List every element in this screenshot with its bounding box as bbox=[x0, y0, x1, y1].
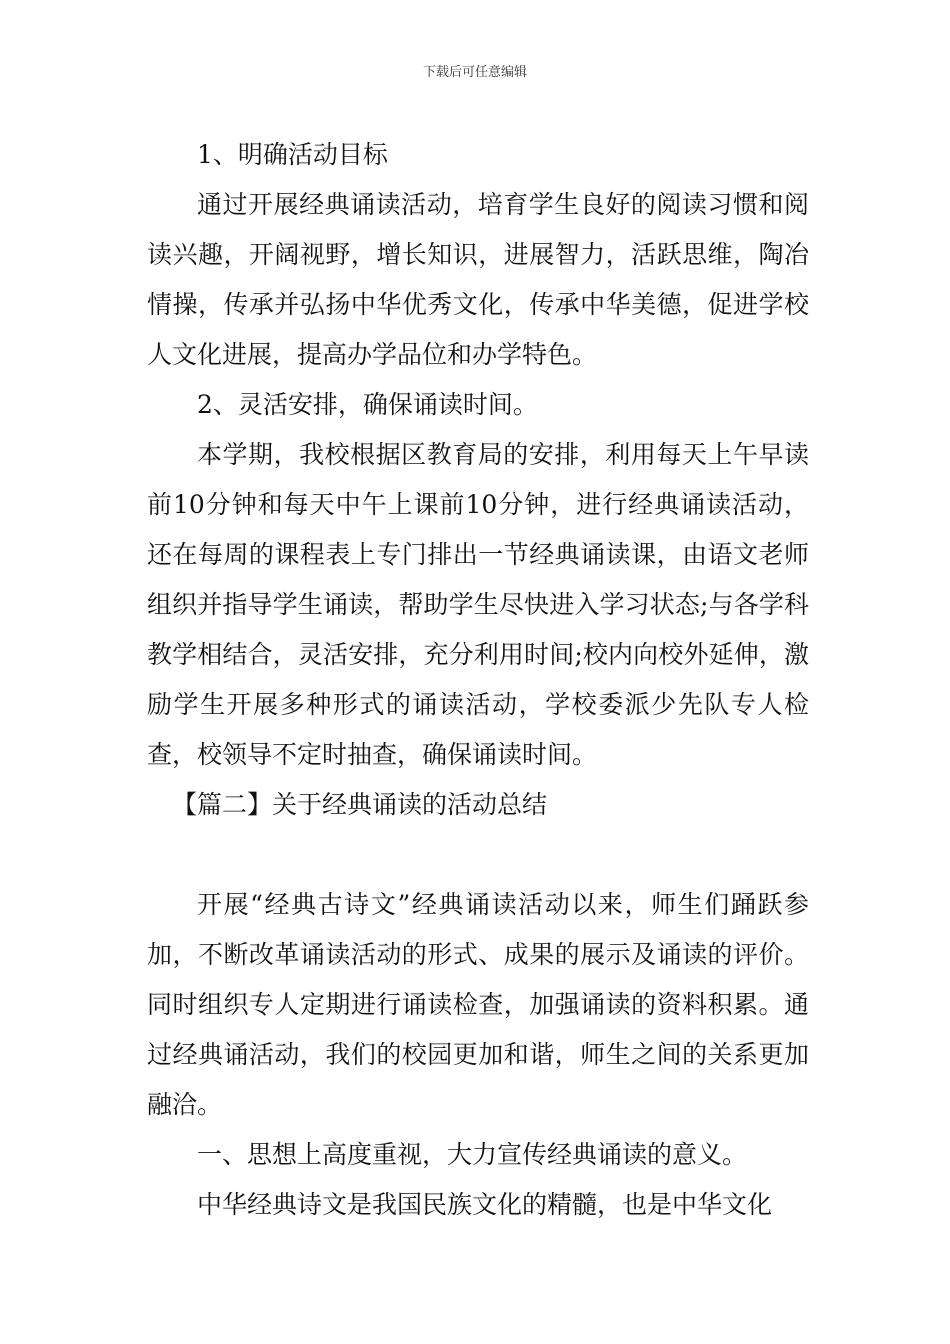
paragraph-goal-heading: 1、明确活动目标 bbox=[197, 140, 388, 169]
paragraph-thought-heading: 一、思想上高度重视，大力宣传经典诵读的意义。 bbox=[197, 1140, 748, 1169]
page-header: 下载后可任意编辑 bbox=[422, 65, 527, 80]
document-body bbox=[147, 130, 809, 1230]
paragraph-schedule-heading: 2、灵活安排，确保诵读时间。 bbox=[197, 390, 538, 419]
paragraph-goal-body: 通过开展经典诵读活动，培育学生良好的阅读习惯和阅读兴趣，开阔视野，增长知识，进展智力，活跃思维，陶冶情操，传承并弘扬中华优秀文化，传承中华美德，促进学校人文化进展，提高办学品位和办学特色。 bbox=[147, 190, 809, 369]
section-title-part-two: 【篇二】关于经典诵读的活动总结 bbox=[172, 790, 548, 819]
paragraph-summary-intro: 开展“经典古诗文”经典诵读活动以来，师生们踊跃参加，不断改革诵读活动的形式、成果的展示及诵读的评价。同时组织专人定期进行诵读检查，加强诵读的资料积累。通过经典诵活动，我们的校园更加和谐，师生之间的关系更加融洽。 bbox=[147, 890, 809, 1119]
paragraph-schedule-body: 本学期，我校根据区教育局的安排，利用每天上午早读前10分钟和每天中午上课前10分钟，进行经典诵读活动，还在每周的课程表上专门排出一节经典诵读课，由语文老师组织并指导学生诵读，帮助学生尽快进入学习状态;与各学科教学相结合，灵活安排，充分利用时间;校内向校外延伸，激励学生开展多种形式的诵读活动，学校委派少先队专人检查，校领导不定时抽查，确保诵读时间。 bbox=[147, 440, 809, 769]
paragraph-thought-body: 中华经典诗文是我国民族文化的精髓，也是中华文化 bbox=[197, 1190, 773, 1219]
